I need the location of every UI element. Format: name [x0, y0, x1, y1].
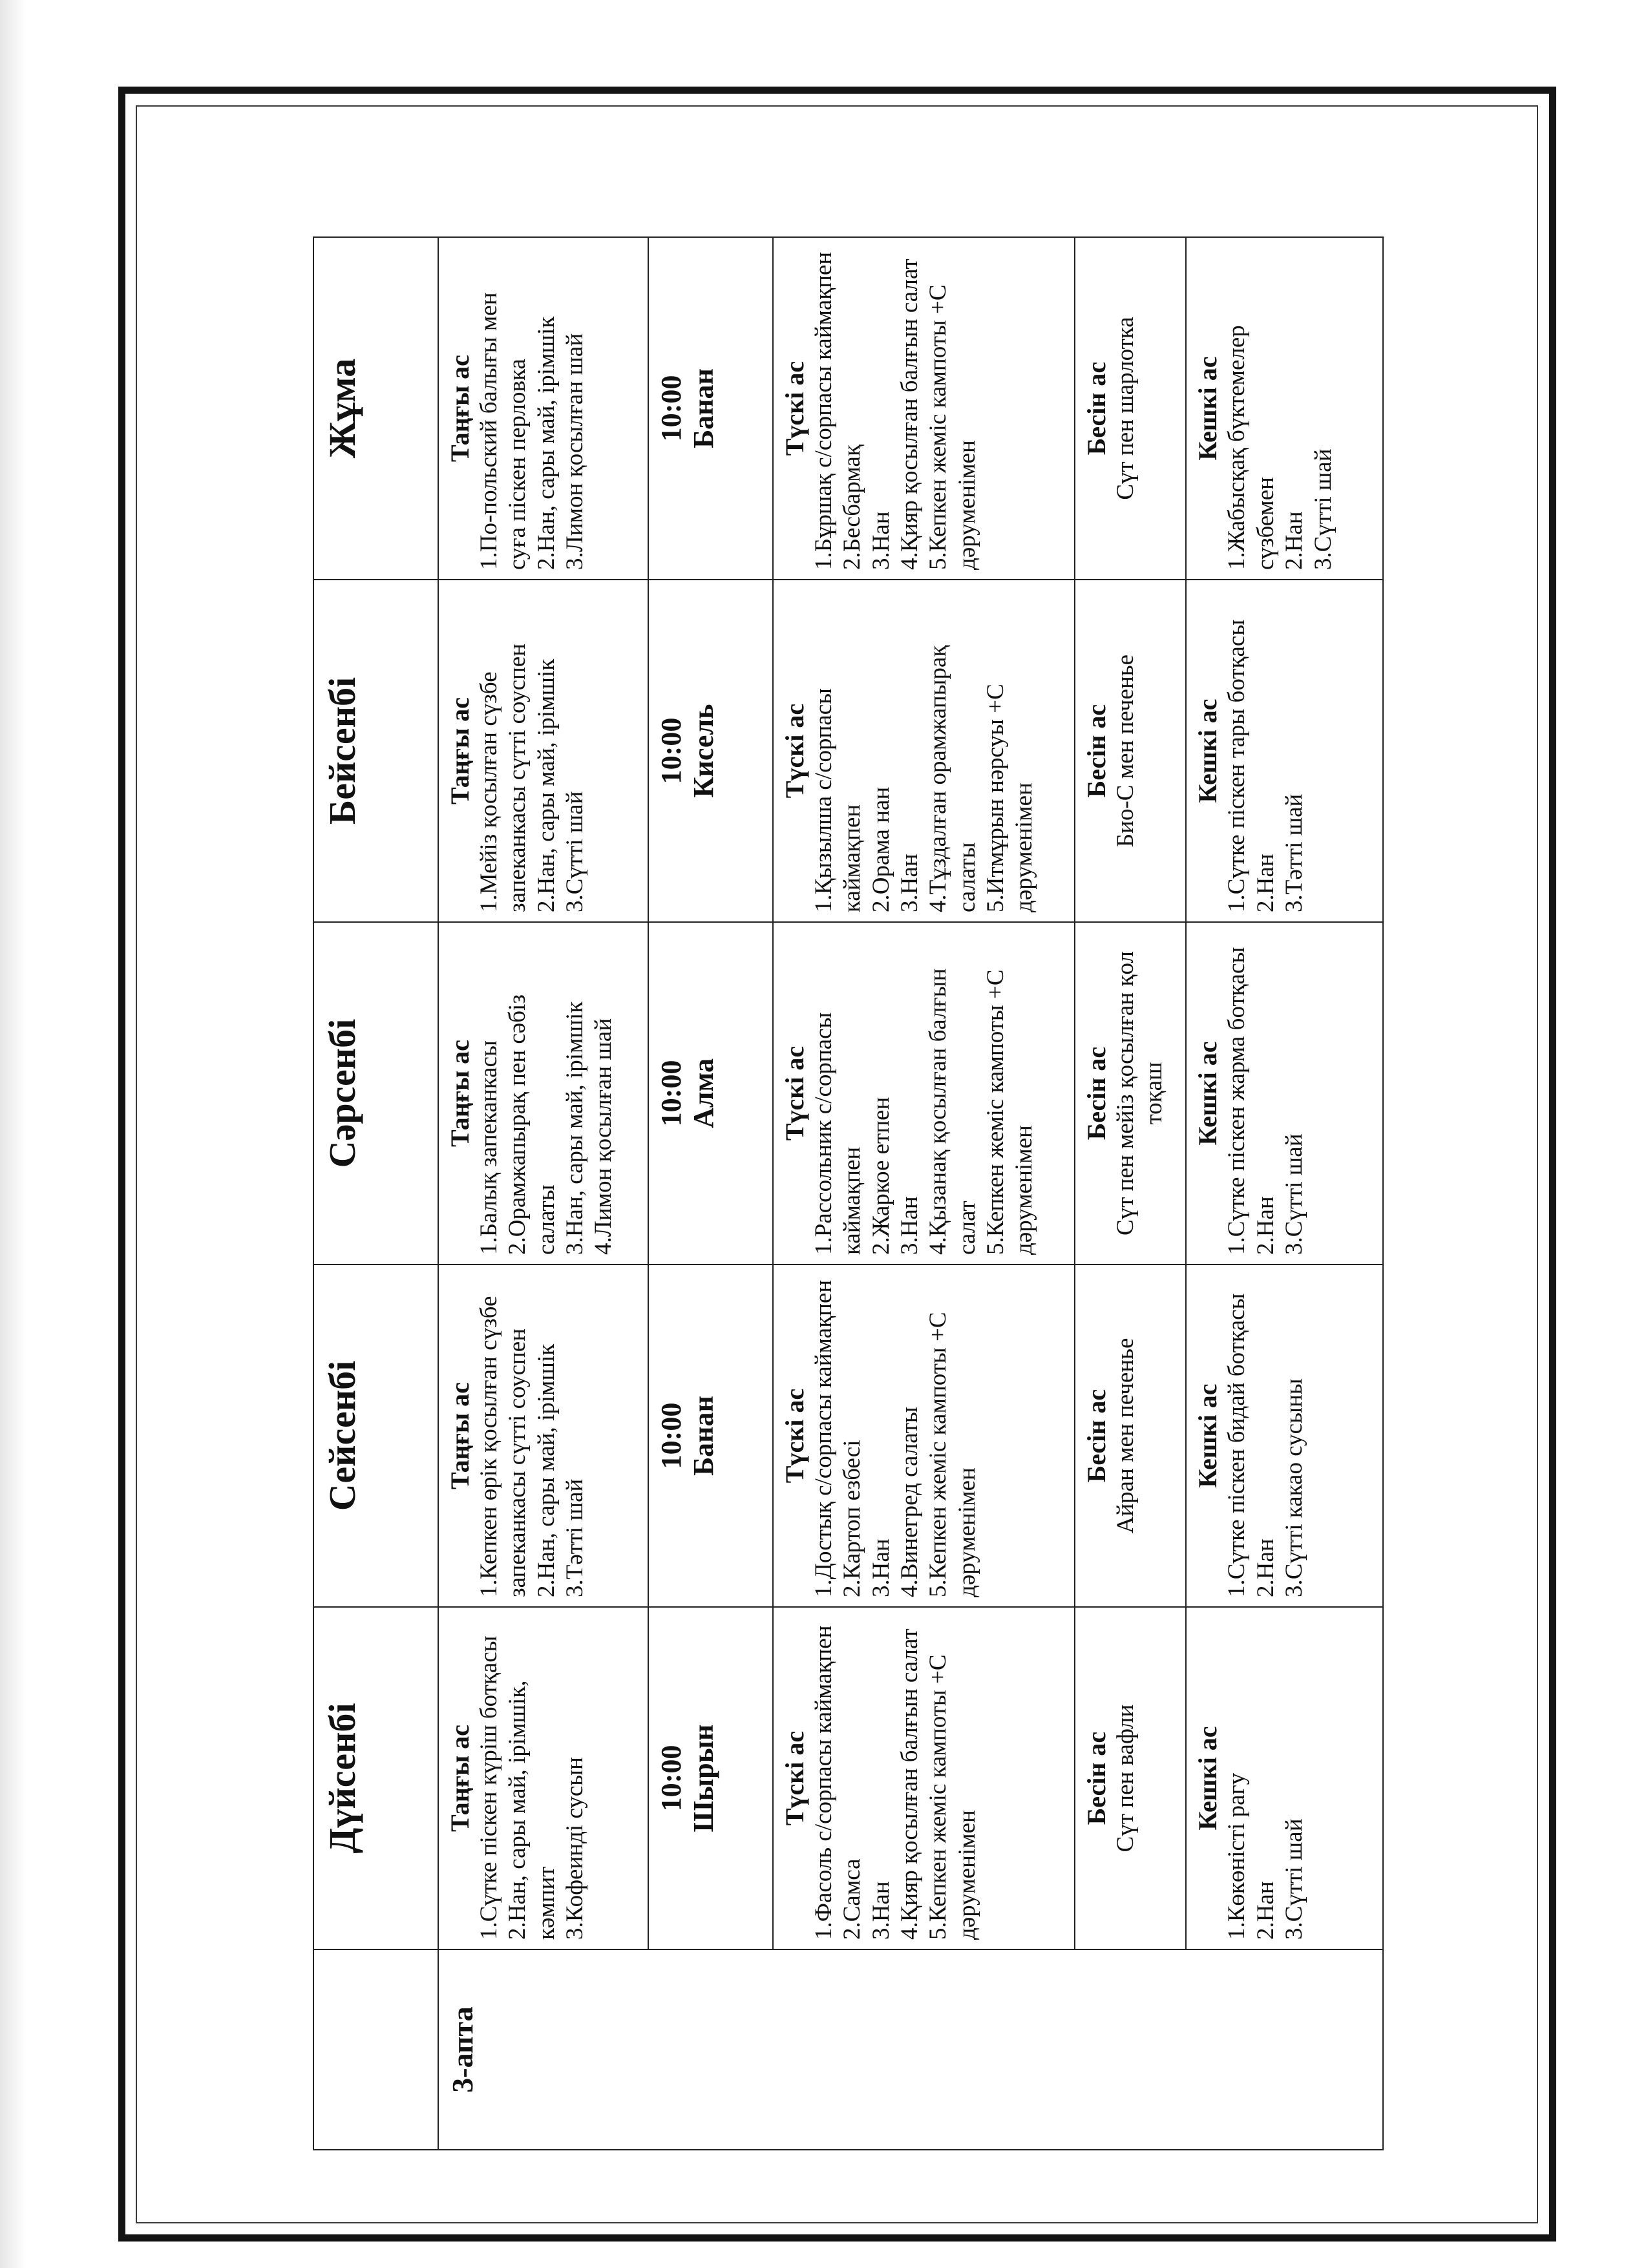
meal-item: 3.Сүтті шай: [1281, 1818, 1308, 1940]
meal-text: Сүт пен вафли: [1112, 1704, 1139, 1853]
meal-text: Сүт пен шарлотка: [1112, 317, 1139, 500]
header-row: [313, 237, 438, 2150]
snack-time: 10:00: [655, 1060, 687, 1127]
dinner-cell: [1186, 580, 1383, 922]
meal-item: 1.Жабысқақ бүктемелер сүзбемен: [1223, 319, 1279, 570]
meal-item: 1.Рассольник с/сорпасы каймақпен: [810, 1006, 866, 1255]
snack-name: Кисель: [688, 704, 720, 798]
day-header-tuesday: Сейсенбі: [313, 1265, 438, 1607]
meal-item: 4.Қызанақ қосылған балғын салат: [925, 962, 980, 1255]
meal-item: 1.Фасоль с/сорпасы каймақпен: [810, 1625, 837, 1940]
meal-item: 1.Балық запеканкасы: [475, 1040, 502, 1255]
scan-edge-shadow: [0, 0, 26, 2268]
meal-text: Айран мен печенье: [1112, 1338, 1139, 1534]
meal-item: 1.Достық с/сорпасы каймақпен: [810, 1279, 837, 1597]
meal-item: 1.Кепкен өрік қосылған сүзбе запеканкасы сүтті соуспен: [475, 1290, 531, 1597]
day-header-thursday: Бейсенбі: [313, 580, 438, 922]
snack-name: Банан: [688, 1396, 720, 1476]
meal-item: 3.Нан: [896, 1196, 923, 1255]
breakfast-cell: [438, 237, 648, 580]
meal-item: 1.Бұршақ с/сорпасы каймақпен: [810, 251, 837, 570]
meal-item: 2.Бесбармақ: [839, 445, 866, 570]
meal-title: Таңғы ас: [445, 697, 474, 804]
dinner-row: [1186, 237, 1383, 2150]
meal-title: Кешкі ас: [1193, 1726, 1223, 1831]
dinner-cell: [1186, 1607, 1383, 1949]
dinner-cell: [1186, 237, 1383, 580]
meal-item: 4.Лимон қосылған шай: [590, 1018, 617, 1255]
meal-item: 5.Кепкен жеміс кампоты +С дәруменімен: [925, 1648, 980, 1940]
dinner-cell: [1186, 922, 1383, 1265]
snack-name: Шырын: [688, 1724, 720, 1832]
breakfast-cell: [438, 580, 648, 922]
meal-title: Түскі ас: [779, 703, 809, 799]
meal-item: 2.Жаркое етпен: [867, 1097, 894, 1255]
meal-item: 2.Орама нан: [867, 786, 894, 912]
meal-item: 2.Самса: [839, 1858, 866, 1940]
meal-item: 3.Тәтті шай: [1281, 793, 1308, 912]
meal-item: 2.Нан: [1252, 1538, 1279, 1597]
day-header-monday: Дүйсенбі: [313, 1607, 438, 1949]
meal-item: 4.Қияр қосылған балғын салат: [896, 258, 923, 570]
snack-time: 10:00: [655, 717, 687, 784]
meal-item: 2.Нан, сары май, ірімшік: [533, 658, 560, 912]
meal-title: Таңғы ас: [445, 1040, 474, 1147]
snack-time: 10:00: [655, 375, 687, 442]
meal-item: 5.Кепкен жеміс кампоты +С дәруменімен: [925, 278, 980, 570]
meal-item: 1.Сүтке піскен күріш ботқасы: [475, 1635, 502, 1940]
breakfast-cell: [438, 1607, 648, 1949]
meal-item: 2.Нан: [1252, 1881, 1279, 1940]
meal-title: Таңғы ас: [445, 1382, 474, 1489]
lunch-cell: [773, 237, 1075, 580]
meal-item: 3.Кофеинді сусын: [562, 1757, 589, 1940]
meal-item: 4.Тұздалған орамжапырақ салаты: [925, 639, 980, 912]
meal-item: 3.Нан: [896, 854, 923, 912]
meal-item: 3.Сүтті шай: [1309, 448, 1336, 570]
afternoon-cell: [1075, 580, 1187, 922]
snack-name: Банан: [688, 368, 720, 448]
breakfast-row: [438, 237, 648, 2150]
meal-item: 3.Сүтті шай: [562, 791, 589, 912]
meal-item: 2.Нан: [1252, 854, 1279, 912]
snack-time: 10:00: [655, 1745, 687, 1812]
afternoon-cell: [1075, 237, 1187, 580]
meal-item: 4.Винегред салаты: [896, 1407, 923, 1597]
meal-title: Бесін ас: [1081, 1389, 1111, 1483]
meal-title: Түскі ас: [779, 1730, 809, 1826]
meal-item: 2.Нан: [1252, 1196, 1279, 1255]
meal-title: Таңғы ас: [445, 1725, 474, 1832]
meal-title: Бесін ас: [1081, 704, 1111, 798]
meal-item: 5.Итмұрын нәрсуы +С дәруменімен: [982, 677, 1038, 912]
meal-item: 3.Нан: [867, 511, 894, 570]
snack-name: Алма: [688, 1058, 720, 1129]
meal-title: Түскі ас: [779, 1388, 809, 1484]
meal-item: 3.Нан: [867, 1881, 894, 1940]
dinner-cell: [1186, 1265, 1383, 1607]
meal-title: Бесін ас: [1081, 361, 1111, 456]
meal-title: Таңғы ас: [445, 355, 474, 462]
snack-cell: [648, 580, 773, 922]
lunch-cell: [773, 1265, 1075, 1607]
menu-sheet: [313, 238, 1384, 2150]
meal-item: 5.Кепкен жеміс кампоты +С дәруменімен: [925, 1306, 980, 1597]
meal-title: Кешкі ас: [1193, 356, 1223, 461]
meal-title: Түскі ас: [779, 361, 809, 456]
snack-cell: [648, 237, 773, 580]
week-label: 3-апта: [438, 1949, 1383, 2150]
meal-item: 2.Картоп езбесі: [839, 1440, 866, 1597]
afternoon-cell: [1075, 1265, 1187, 1607]
breakfast-cell: [438, 1265, 648, 1607]
meal-item: 5.Кепкен жеміс кампоты +С дәруменімен: [982, 963, 1038, 1255]
meal-title: Кешкі ас: [1193, 1383, 1223, 1488]
meal-item: 1.По-польский балығы мен суға піскен перловка: [475, 286, 531, 570]
meal-item: 1.Сүтке піскен бидай ботқасы: [1223, 1293, 1251, 1597]
meal-item: 1.Көкөністі рагу: [1223, 1772, 1251, 1940]
meal-item: 1.Қызылша с/сорпасы каймақпен: [810, 682, 866, 912]
meal-title: Түскі ас: [779, 1045, 809, 1141]
meal-title: Кешкі ас: [1193, 1041, 1223, 1146]
lunch-cell: [773, 922, 1075, 1265]
corner-cell: [313, 1949, 438, 2150]
meal-item: 1.Мейіз қосылған сүзбе запеканкасы сүтті соуспен: [475, 643, 531, 912]
meal-item: 3.Лимон қосылған шай: [562, 333, 589, 570]
meal-text: Био-С мен печенье: [1112, 654, 1139, 848]
snack-cell: [648, 922, 773, 1265]
snack-cell: [648, 1265, 773, 1607]
meal-item: 1.Сүтке піскен тары ботқасы: [1223, 619, 1251, 912]
meal-item: 2.Нан, сары май, ірімшік, кәмпит: [504, 1674, 560, 1940]
lunch-cell: [773, 580, 1075, 922]
meal-title: Бесін ас: [1081, 1731, 1111, 1825]
meal-item: 1.Сүтке піскен жарма ботқасы: [1223, 947, 1251, 1255]
meal-item: 2.Нан, сары май, ірімшік: [533, 1343, 560, 1597]
breakfast-cell: [438, 922, 648, 1265]
meal-item: 3.Нан, сары май, ірімшік: [562, 1001, 589, 1255]
meal-item: 3.Сүтті какао сусыны: [1281, 1378, 1308, 1597]
meal-item: 3.Сүтті шай: [1281, 1133, 1308, 1255]
meal-item: 2.Нан, сары май, ірімшік: [533, 316, 560, 570]
snack-time: 10:00: [655, 1402, 687, 1469]
weekly-menu-table: [313, 236, 1384, 2150]
snack-cell: [648, 1607, 773, 1949]
lunch-cell: [773, 1607, 1075, 1949]
afternoon-cell: [1075, 1607, 1187, 1949]
lunch-row: [773, 237, 1075, 2150]
day-header-wednesday: Сәрсенбі: [313, 922, 438, 1265]
meal-text: Сүт пен мейіз қосылған қол тоқаш: [1112, 951, 1168, 1235]
snack-row: [648, 237, 773, 2150]
day-header-friday: Жұма: [313, 237, 438, 580]
meal-item: 2.Нан: [1281, 511, 1308, 570]
meal-item: 3.Нан: [867, 1538, 894, 1597]
meal-item: 3.Тәтті шай: [562, 1478, 589, 1597]
afternoon-row: [1075, 237, 1187, 2150]
meal-title: Кешкі ас: [1193, 698, 1223, 803]
meal-item: 2.Орамжапырақ пен сәбіз салаты: [504, 988, 560, 1255]
meal-title: Бесін ас: [1081, 1046, 1111, 1140]
meal-item: 4.Қияр қосылған балғын салат: [896, 1628, 923, 1940]
afternoon-cell: [1075, 922, 1187, 1265]
